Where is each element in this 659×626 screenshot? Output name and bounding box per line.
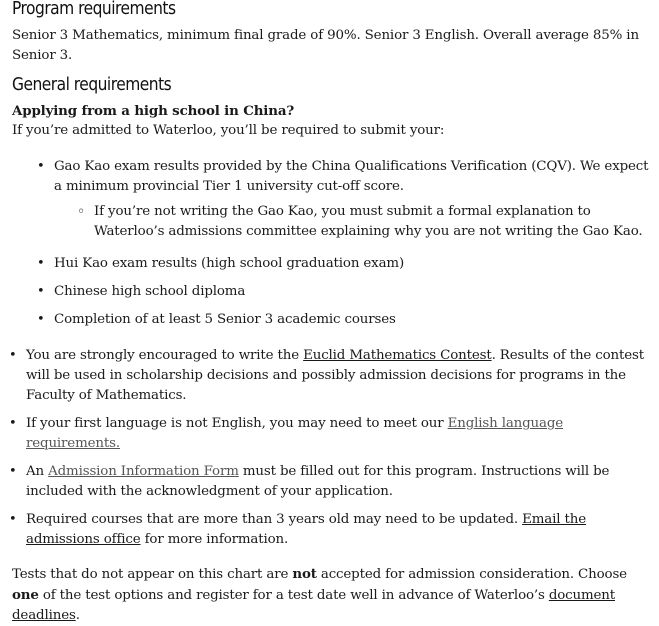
- diploma-text: Chinese high school diploma: [54, 284, 246, 299]
- email-admissions-link[interactable]: Email the admissions office: [26, 512, 586, 547]
- old-courses-text-pre: Required courses that are more than 3 years old may need to be updated.: [26, 512, 523, 527]
- tests-text-2: accepted for admission consideration. Choose: [316, 567, 627, 582]
- china-heading: Applying from a high school in China?: [12, 103, 295, 119]
- list-item-diploma: [54, 282, 657, 302]
- euclid-text-post: . Results of the contest will be used in scholarship decisions and possibly admission decisions for programs in the Faculty of Mathematics.: [26, 348, 644, 403]
- aif-text-post: must be filled out for this program. Instructions will be included with the acknowledgment of your application.: [26, 464, 610, 499]
- tests-text-3: of the test options and register for a test date well in advance of Waterloo’s: [38, 588, 549, 603]
- tests-one-bold: one: [12, 587, 39, 603]
- general-requirements-heading: General requirements: [12, 74, 172, 95]
- document-deadlines-link[interactable]: document deadlines: [12, 588, 616, 623]
- list-item-english: [26, 414, 657, 454]
- china-requirements-list: [54, 157, 657, 330]
- english-text-pre: If your first language is not English, you may need to meet our: [26, 416, 448, 431]
- page-content: [12, 0, 657, 626]
- english-requirements-link[interactable]: English language requirements.: [26, 416, 564, 451]
- list-item-euclid: [26, 346, 657, 406]
- list-item-gaokao: [54, 157, 657, 242]
- tests-text-4: .: [75, 608, 80, 623]
- program-requirements-text: Senior 3 Mathematics, minimum final grade of 90%. Senior 3 English. Overall average 85% in Senior 3.: [12, 28, 639, 63]
- tests-not-bold: not: [292, 566, 317, 582]
- list-item-old-courses: [26, 510, 657, 550]
- list-item-huikao: [54, 254, 657, 274]
- general-requirements-list: [26, 346, 657, 550]
- gaokao-alternative-text: If you’re not writing the Gao Kao, you must submit a formal explanation to Waterloo’s admissions committee explaining why you are not writing the Gao Kao.: [94, 204, 643, 239]
- gaokao-sublist: [94, 202, 657, 242]
- program-requirements-heading: Program requirements: [12, 0, 176, 19]
- euclid-text-pre: You are strongly encouraged to write the: [26, 348, 304, 363]
- list-item-aif: [26, 462, 657, 502]
- tests-paragraph: [12, 564, 657, 626]
- gaokao-text: Gao Kao exam results provided by the China Qualifications Verification (CQV). We expect a minimum provincial Tier 1 university cut-off score.: [54, 159, 649, 194]
- admission-information-form-link[interactable]: Admission Information Form: [48, 464, 239, 479]
- old-courses-text-post: for more information.: [140, 532, 289, 547]
- aif-text-pre: An: [26, 464, 49, 479]
- euclid-contest-link[interactable]: Euclid Mathematics Contest: [303, 348, 492, 363]
- courses-text: Completion of at least 5 Senior 3 academic courses: [54, 312, 396, 327]
- huikao-text: Hui Kao exam results (high school graduation exam): [54, 256, 405, 271]
- list-item-courses: [54, 310, 657, 330]
- china-intro: If you’re admitted to Waterloo, you’ll be required to submit your:: [12, 123, 445, 138]
- tests-text-1: Tests that do not appear on this chart are: [12, 567, 293, 582]
- list-item-gaokao-alternative: [94, 202, 657, 242]
